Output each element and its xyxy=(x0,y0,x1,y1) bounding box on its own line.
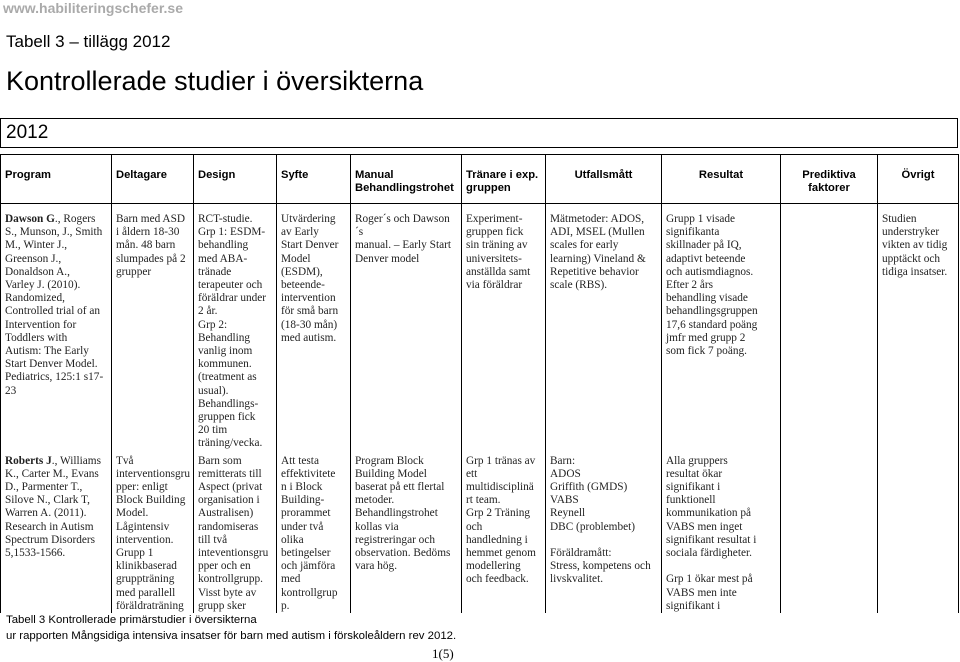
cell-deltagare: Barn med ASD i åldern 18-30 mån. 48 barn slumpades på 2 grupper xyxy=(112,204,194,451)
cell-design: RCT-studie. Grp 1: ESDM- behandling med ABA- tränade terapeuter och föräldrar under 2 år. Grp 2: Behandling vanlig inom kommunen. (treatment as usual). Behandlings- gruppen fick 20 tim träning/vecka. xyxy=(194,204,277,451)
author-lead: Roberts J xyxy=(5,454,52,467)
cell-deltagare: Två interventionsgru pper: enligt Block Building Model. Lågintensiv intervention. Grupp 1 klinikbaserad gruppträning med parallell föräldraträning xyxy=(112,451,194,613)
studies-table xyxy=(0,154,959,613)
cell-syfte: Utvärdering av Early Start Denver Model (ESDM), beteende- intervention för små barn (18-30 mån) med autism. xyxy=(277,204,351,451)
col-manual: Manual Behandlingstrohet xyxy=(351,155,462,204)
col-tranare: Tränare i exp. gruppen xyxy=(462,155,546,204)
cell-resultat: Alla gruppers resultat ökar signifikant i funktionell kommunikation på VABS men inget signifikant resultat i sociala färdigheter. Grp 1 ökar mest på VABS men inte signifikant i xyxy=(662,451,781,613)
cell-prediktiva xyxy=(781,204,878,451)
year-label: 2012 xyxy=(6,122,49,143)
cell-manual: Roger´s och Dawson´s manual. – Early Start Denver model xyxy=(351,204,462,451)
author-rest: ., Williams K., Carter M., Evans D., Parmenter T., Silove N., Clark T, Warren A. (2011). Research in Autism Spectrum Disorders 5,1533-1566. xyxy=(5,454,101,560)
col-prediktiva: Prediktiva faktorer xyxy=(781,155,878,204)
table-heading: Tabell 3 – tillägg 2012 xyxy=(6,32,171,51)
cell-utfallsmatt: Barn: ADOS Griffith (GMDS) VABS Reynell DBC (problembet) Föräldramått: Stress, kompetens och livskvalitet. xyxy=(546,451,662,613)
page-title: Kontrollerade studier i översikterna xyxy=(6,66,424,96)
cell-syfte: Att testa effektivitete n i Block Building- prorammet under två olika betingelser och jämföra med kontrollgrup p. xyxy=(277,451,351,613)
cell-utfallsmatt: Mätmetoder: ADOS, ADI, MSEL (Mullen scales for early learning) Vineland & Repetitive behavior scale (RBS). xyxy=(546,204,662,451)
year-box xyxy=(0,118,958,148)
cell-resultat: Grupp 1 visade signifikanta skillnader på IQ, adaptivt beteende och autismdiagnos. Efter 2 års behandling visade behandlingsgruppen 17,6 standard poäng jmfr med grupp 2 som fick 7 poäng. xyxy=(662,204,781,451)
header-row xyxy=(1,155,959,204)
page-number: 1(5) xyxy=(432,646,454,661)
watermark: www.habiliteringschefer.se xyxy=(3,0,183,16)
cell-program xyxy=(1,204,112,451)
table-row xyxy=(1,204,959,451)
col-design: Design xyxy=(194,155,277,204)
cell-ovrigt: Studien understryker vikten av tidig upptäckt och tidiga insatser. xyxy=(878,204,959,451)
col-syfte: Syfte xyxy=(277,155,351,204)
footer-source: ur rapporten Mångsidiga intensiva insatser för barn med autism i förskoleåldern rev 2012. xyxy=(6,630,457,642)
author-rest: ., Rogers S., Munson, J., Smith M., Winter J., Greenson J., Donaldson A., Varley J. (2010). Randomized, Controlled trial of an Intervention for Toddlers with Autism: The Early Start Denver Model. Pediatrics, 125:1 s17- 23 xyxy=(5,213,104,397)
author-lead: Dawson G xyxy=(5,213,55,225)
cell-tranare: Experiment- gruppen fick sin träning av universitets- anställda samt via föräldrar xyxy=(462,204,546,451)
col-ovrigt: Övrigt xyxy=(878,155,959,204)
cell-manual: Program Block Building Model baserat på ett flertal metoder. Behandlingstrohet kollas via registreringar och observation. Bedöms vara hög. xyxy=(351,451,462,613)
col-deltagare: Deltagare xyxy=(112,155,194,204)
col-program: Program xyxy=(1,155,112,204)
col-utfallsmatt: Utfallsmått xyxy=(546,155,662,204)
col-resultat: Resultat xyxy=(662,155,781,204)
cell-design: Barn som remitterats till Aspect (privat organisation i Australisen) randomiseras till två inteventionsgru pper och en kontrollgrupp. Visst byte av grupp sker xyxy=(194,451,277,613)
cell-prediktiva xyxy=(781,451,878,613)
table-row xyxy=(1,451,959,613)
cell-program xyxy=(1,451,112,613)
cell-tranare: Grp 1 tränas av ett multidisciplinä rt team. Grp 2 Träning och handledning i hemmet genom modellering och feedback. xyxy=(462,451,546,613)
cell-ovrigt xyxy=(878,451,959,613)
footer-caption: Tabell 3 Kontrollerade primärstudier i översikterna xyxy=(6,614,257,626)
